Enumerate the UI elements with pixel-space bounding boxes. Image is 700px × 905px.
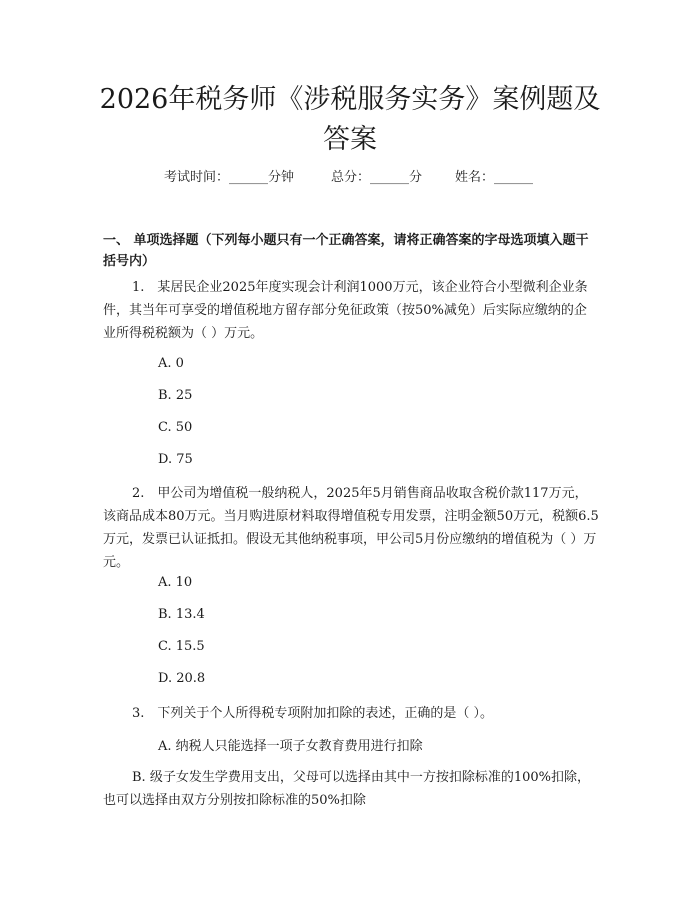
- document-title: 2026年税务师《涉税服务实务》案例题及答案: [99, 84, 601, 155]
- section-heading: 一、 单项选择题（下列每小题只有一个正确答案，请将正确答案的字母选项填入题干括号内）: [103, 233, 589, 269]
- question-2-option-b: B. 13.4: [158, 607, 205, 622]
- question-1-option-a: A. 0: [158, 356, 184, 371]
- name-field: 姓名：______: [455, 170, 534, 185]
- question-2-option-c: C. 15.5: [158, 639, 205, 654]
- question-3-stem: 3. 下列关于个人所得税专项附加扣除的表述，正确的是（ ）。: [132, 706, 494, 721]
- question-1-option-c: C. 50: [158, 420, 193, 435]
- question-2-option-a: A. 10: [158, 575, 193, 590]
- question-2-option-d: D. 20.8: [158, 671, 206, 686]
- question-3-option-a: A. 纳税人只能选择一项子女教育费用进行扣除: [158, 739, 423, 754]
- question-1-option-d: D. 75: [158, 452, 193, 467]
- question-1-option-b: B. 25: [158, 388, 193, 403]
- question-3-option-b: B. 级子女发生学费用支出，父母可以选择由其中一方按扣除标准的100%扣除，也可以选择由双方分别按扣除标准的50%扣除: [103, 770, 590, 808]
- total-score-field: 总分：______分: [331, 170, 423, 185]
- question-1-stem: 1. 某居民企业2025年度实现会计利润1000万元，该企业符合小型微利企业条件，其当年可享受的增值税地方留存部分免征政策（按50%减免）后实际应缴纳的企业所得税税额为（ ）万元。: [103, 280, 588, 341]
- question-2-stem: 2. 甲公司为增值税一般纳税人，2025年5月销售商品收取含税价款117万元，该商品成本80万元。当月购进原材料取得增值税专用发票，注明金额50万元，税额6.5万元，发票已认证抵扣。假设无其他纳税事项，甲公司5月份应缴纳的增值税为（ ）万元。: [103, 486, 599, 570]
- exam-time-field: 考试时间：______分钟: [164, 170, 295, 185]
